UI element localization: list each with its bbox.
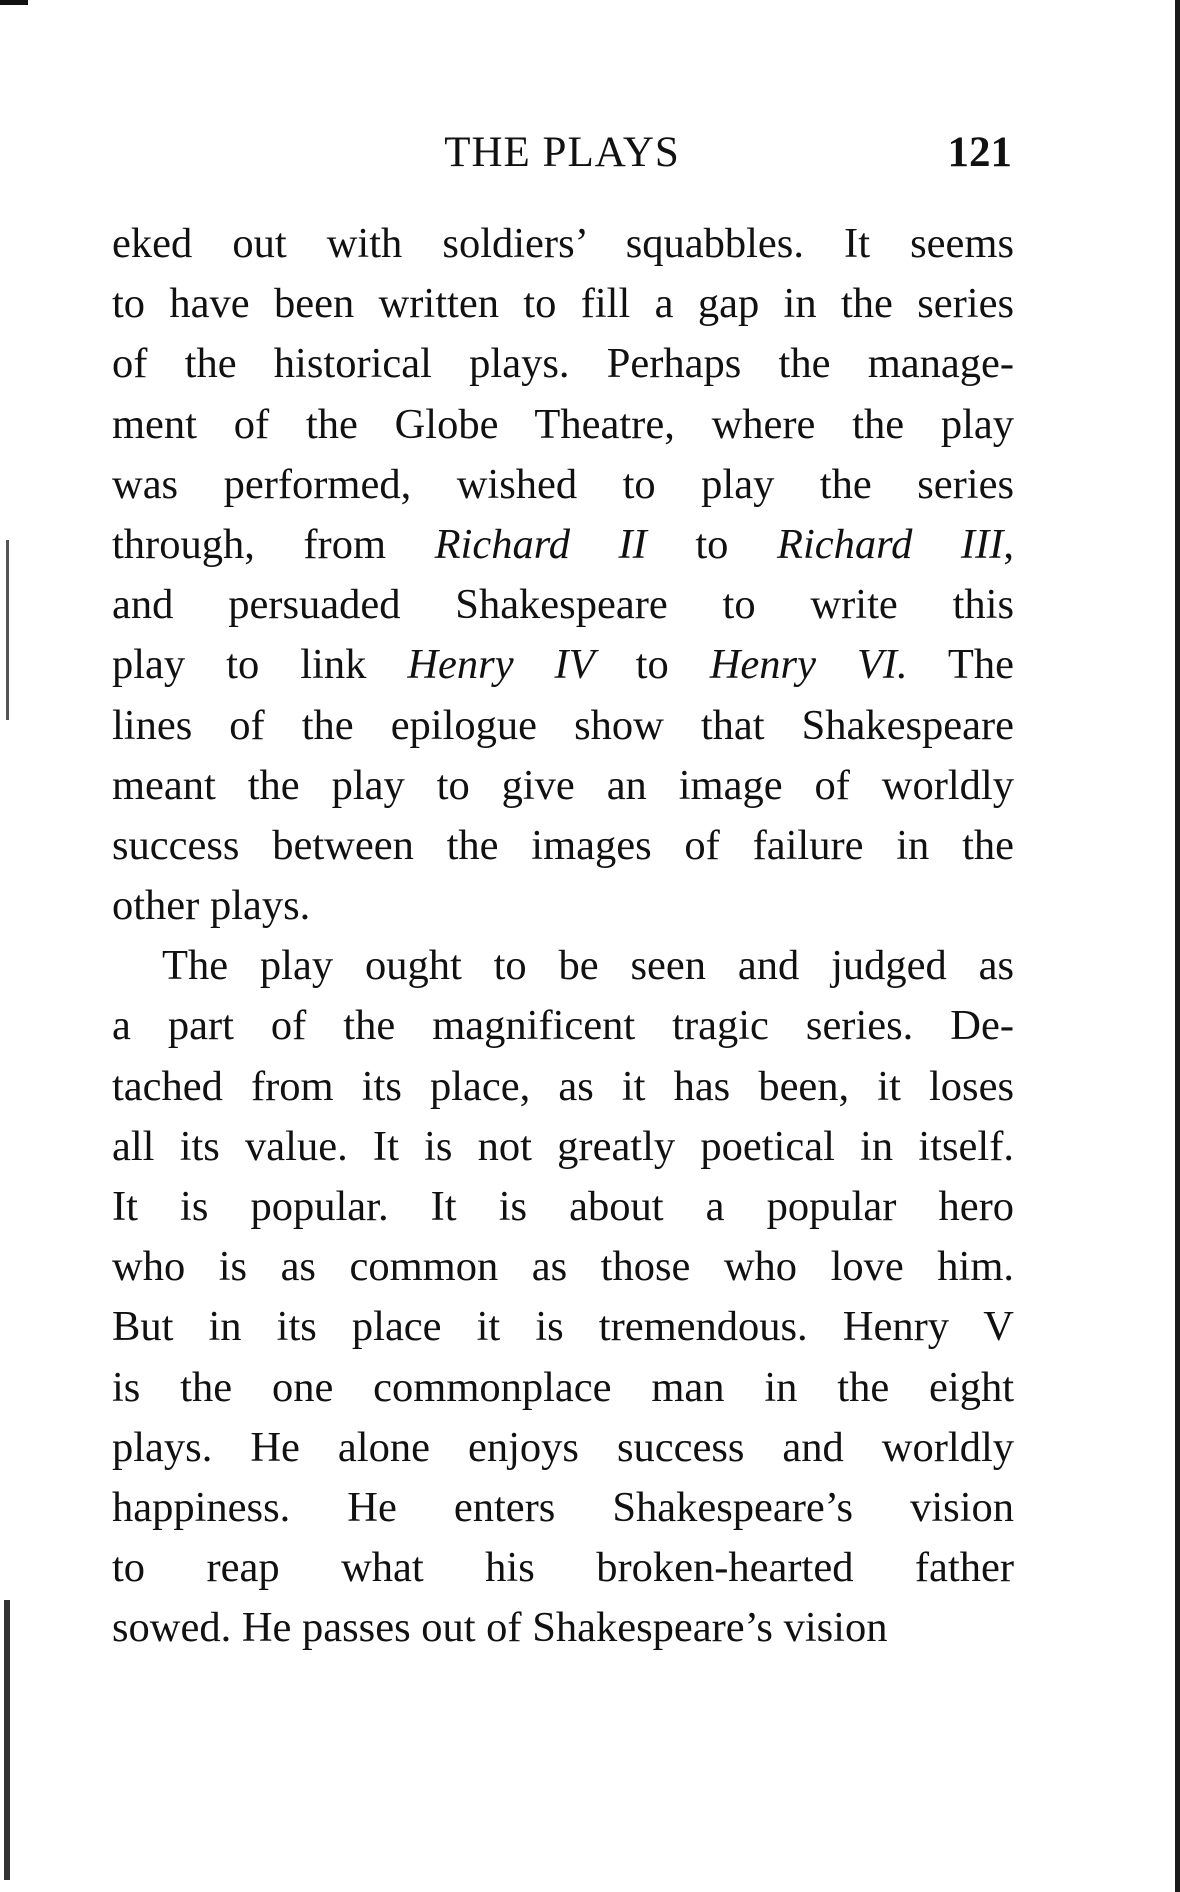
text-segment: play to link bbox=[112, 641, 408, 689]
text-segment: all its value. It is not greatly poetical in itself. bbox=[112, 1122, 1014, 1170]
text-segment: meant the play to give an image of worldly bbox=[112, 761, 1014, 809]
text-line bbox=[112, 635, 1014, 695]
text-line bbox=[112, 936, 1014, 996]
text-line bbox=[112, 1358, 1014, 1418]
italic-title: Henry IV bbox=[407, 641, 595, 689]
text-line bbox=[112, 696, 1014, 756]
text-line bbox=[112, 214, 1014, 274]
text-segment: happiness. He enters Shakespeare’s vision bbox=[112, 1483, 1014, 1531]
text-segment: who is as common as those who love him. bbox=[112, 1243, 1014, 1291]
text-segment: plays. He alone enjoys success and worldly bbox=[112, 1423, 1014, 1471]
text-segment: was performed, wished to play the series bbox=[112, 460, 1014, 508]
text-segment: through, from bbox=[112, 520, 435, 568]
text-line bbox=[112, 395, 1014, 455]
text-line bbox=[112, 1297, 1014, 1357]
text-line bbox=[112, 816, 1014, 876]
text-line bbox=[112, 1117, 1014, 1177]
italic-title: Richard III bbox=[777, 520, 1004, 568]
text-line bbox=[112, 575, 1014, 635]
text-line bbox=[112, 756, 1014, 816]
text-line bbox=[112, 274, 1014, 334]
scan-corner-mark bbox=[0, 0, 28, 5]
text-segment: The bbox=[907, 641, 1014, 689]
text-segment: to reap what his broken-hearted father bbox=[112, 1544, 1014, 1592]
italic-title: Henry VI. bbox=[709, 641, 908, 689]
text-segment: sowed. He passes out of Shakespeare’s vision bbox=[112, 1604, 888, 1652]
text-line bbox=[112, 515, 1014, 575]
scan-left-edge-mark bbox=[6, 540, 9, 720]
text-segment: of the historical plays. Perhaps the manage- bbox=[112, 340, 1014, 388]
text-segment: But in its place it is tremendous. Henry V bbox=[112, 1303, 1014, 1351]
running-header bbox=[112, 128, 1012, 178]
italic-title: Richard II bbox=[434, 520, 647, 568]
text-segment: to have been written to fill a gap in the series bbox=[112, 280, 1014, 328]
text-line bbox=[112, 1057, 1014, 1117]
text-line bbox=[112, 1598, 1014, 1658]
text-segment: ment of the Globe Theatre, where the play bbox=[112, 400, 1014, 448]
text-segment: to bbox=[646, 520, 778, 568]
page-number: 121 bbox=[947, 129, 1012, 176]
body-text bbox=[112, 214, 1014, 1659]
text-segment: and persuaded Shakespeare to write this bbox=[112, 581, 1014, 629]
text-line bbox=[112, 1418, 1014, 1478]
text-line bbox=[112, 1177, 1014, 1237]
text-segment: eked out with soldiers’ squabbles. It seems bbox=[112, 220, 1014, 267]
text-segment: other plays. bbox=[112, 882, 311, 930]
text-line bbox=[112, 1237, 1014, 1297]
text-line bbox=[112, 1538, 1014, 1598]
text-segment: is the one commonplace man in the eight bbox=[112, 1363, 1014, 1411]
text-line bbox=[112, 334, 1014, 394]
scan-left-edge-mark bbox=[4, 1600, 10, 1880]
text-segment: lines of the epilogue show that Shakespeare bbox=[112, 701, 1014, 749]
text-line bbox=[112, 1478, 1014, 1538]
text-segment: to bbox=[594, 641, 710, 689]
text-segment: It is popular. It is about a popular hero bbox=[112, 1183, 1014, 1230]
running-title: THE PLAYS bbox=[444, 129, 680, 176]
text-line bbox=[112, 996, 1014, 1056]
text-segment: tached from its place, as it has been, it loses bbox=[112, 1062, 1014, 1110]
text-segment: The play ought to be seen and judged as bbox=[162, 942, 1014, 990]
text-segment: a part of the magnificent tragic series. De- bbox=[112, 1002, 1014, 1050]
text-line bbox=[112, 455, 1014, 515]
text-line bbox=[112, 876, 1014, 936]
scan-right-edge bbox=[1175, 0, 1180, 1892]
text-segment: , bbox=[1003, 520, 1014, 568]
text-segment: success between the images of failure in the bbox=[112, 821, 1014, 869]
